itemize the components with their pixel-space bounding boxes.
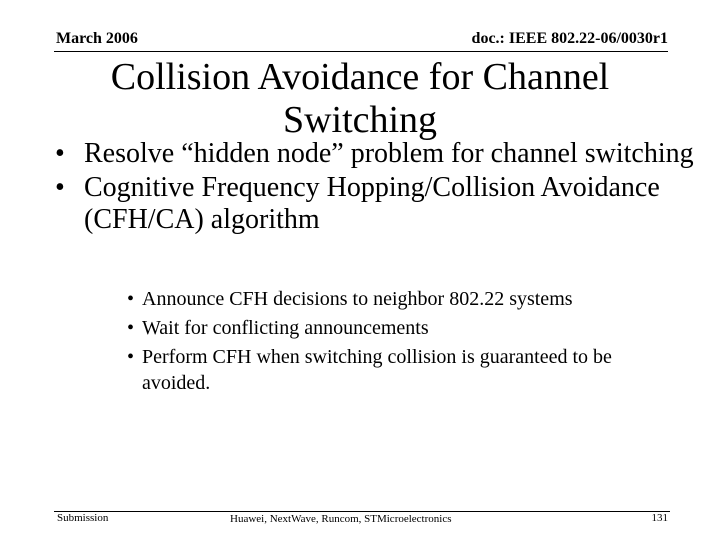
- bullet-item: [22, 172, 702, 236]
- sub-bullet-text: Perform CFH when switching collision is guaranteed to be avoided.: [142, 346, 612, 394]
- slide-title: Collision Avoidance for Channel Switching: [110, 56, 610, 141]
- header-doc-id: doc.: IEEE 802.22-06/0030r1: [471, 30, 668, 47]
- footer-authors: Huawei, NextWave, Runcom, STMicroelectronics: [230, 513, 452, 525]
- bullet-dot-icon: •: [55, 138, 65, 169]
- bullet-dot-icon: •: [127, 346, 135, 368]
- bullet-dot-icon: •: [127, 317, 135, 339]
- sub-bullet-text: Announce CFH decisions to neighbor 802.22 systems: [142, 288, 573, 310]
- header-rule: [54, 51, 668, 52]
- bullet-dot-icon: •: [55, 172, 65, 203]
- footer-page-number: 131: [651, 512, 668, 524]
- sub-bullet-text: Wait for conflicting announcements: [142, 317, 429, 339]
- header-date: March 2006: [56, 30, 138, 47]
- sub-bullet-item: [100, 286, 680, 312]
- bullet-dot-icon: •: [127, 288, 135, 310]
- bullet-text: Resolve “hidden node” problem for channel switching: [84, 138, 694, 169]
- bullet-item: [22, 138, 702, 170]
- bullet-text: Cognitive Frequency Hopping/Collision Avoidance (CFH/CA) algorithm: [84, 172, 660, 235]
- sub-bullet-item: [100, 344, 680, 396]
- sub-bullet-list: [100, 286, 680, 399]
- sub-bullet-item: [100, 315, 680, 341]
- main-bullet-list: [22, 138, 702, 238]
- footer-submission: Submission: [57, 512, 109, 524]
- footer-rule: [54, 511, 670, 512]
